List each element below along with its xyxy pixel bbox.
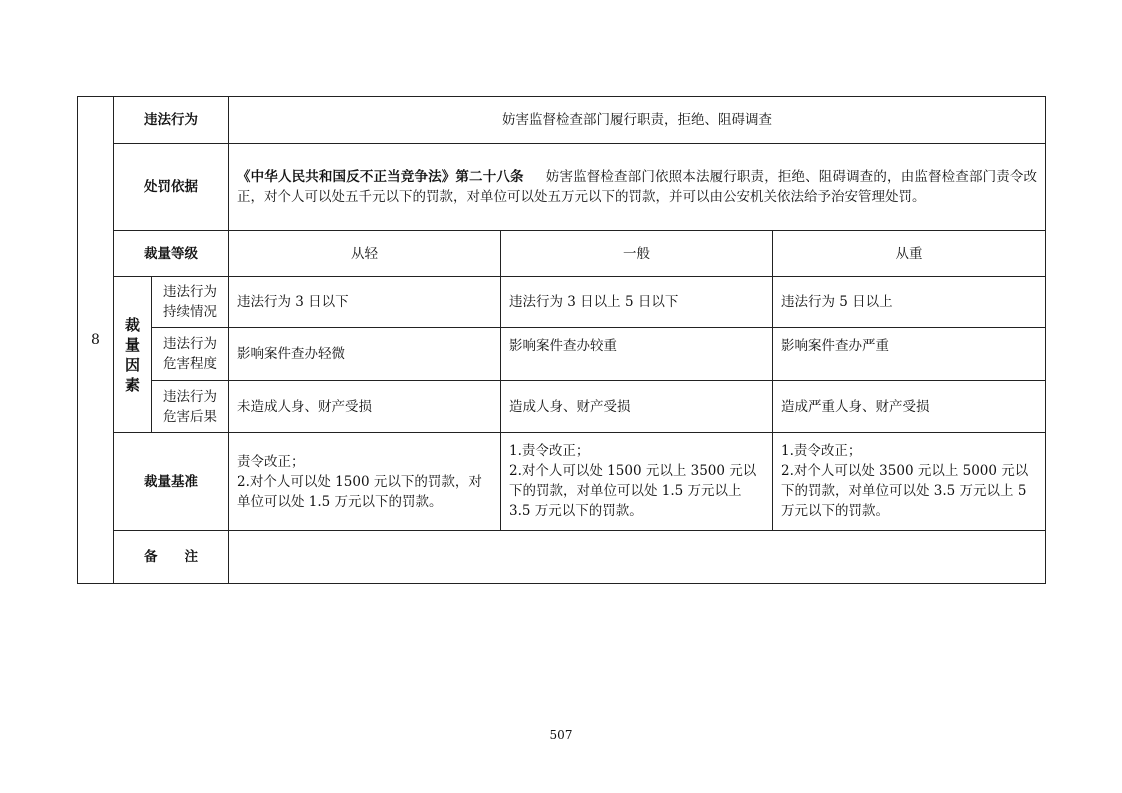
standard-label: 裁量基准 [114,433,229,531]
factor-name [152,277,229,328]
factor-name-line: 危害程度 [163,356,217,372]
basis-cell [229,144,1046,231]
factor-light: 违法行为 3 日以下 [229,277,501,328]
factors-group-char: 量 [124,335,140,354]
basis-text: 妨害监督检查部门依照本法履行职责，拒绝、阻碍调查的，由监督检查部门责令改正，对个人可以处五千元以下的罚款，对单位可以处五万元以下的罚款，并可以由公安机关依法给予治安管理处罚。 [237,169,1038,205]
level-heavy: 从重 [773,231,1046,277]
factor-heavy: 违法行为 5 日以上 [773,277,1046,328]
factor-row [78,277,1046,328]
level-normal: 一般 [501,231,773,277]
factors-group-char: 因 [124,355,140,374]
factor-light: 未造成人身、财产受损 [229,381,501,433]
violation-row [78,97,1046,144]
standard-heavy: 1.责令改正； 2.对个人可以处 3500 元以上 5000 元以下的罚款，对单位可以处 3.5 万元以上 5 万元以下的罚款。 [773,433,1046,531]
factor-heavy: 影响案件查办严重 [773,328,1046,381]
factor-name [152,381,229,433]
standard-normal: 1.责令改正； 2.对个人可以处 1500 元以上 3500 元以下的罚款，对单位可以处 1.5 万元以上 3.5 万元以下的罚款。 [501,433,773,531]
levels-row [78,231,1046,277]
factor-name [152,328,229,381]
factors-group-char: 裁 [124,315,140,334]
standard-row [78,433,1046,531]
row-number: 8 [78,97,114,584]
standard-light: 责令改正； 2.对个人可以处 1500 元以下的罚款，对单位可以处 1.5 万元以下的罚款。 [229,433,501,531]
remarks-row [78,531,1046,584]
remarks-value [229,531,1046,584]
basis-row [78,144,1046,231]
factor-light: 影响案件查办轻微 [229,328,501,381]
factor-name-line: 危害后果 [163,408,217,425]
factors-group-char: 素 [124,375,140,394]
remarks-label: 备 注 [114,531,229,584]
violation-label: 违法行为 [114,97,229,144]
factor-row [78,381,1046,433]
factor-name-line: 违法行为 [163,336,217,352]
factor-normal: 造成人身、财产受损 [501,381,773,433]
basis-label: 处罚依据 [114,144,229,231]
levels-label: 裁量等级 [114,231,229,277]
factor-name-line: 违法行为 [163,284,217,300]
factors-group-label [114,277,152,433]
penalty-discretion-table [77,96,1046,584]
page-number: 507 [549,728,573,742]
level-light: 从轻 [229,231,501,277]
factor-normal: 影响案件查办较重 [501,328,773,381]
factor-heavy: 造成严重人身、财产受损 [773,381,1046,433]
violation-value: 妨害监督检查部门履行职责，拒绝、阻碍调查 [229,97,1046,144]
factor-normal: 违法行为 3 日以上 5 日以下 [501,277,773,328]
factor-name-line: 违法行为 [163,388,217,405]
factor-name-line: 持续情况 [163,304,217,320]
basis-law: 《中华人民共和国反不正当竞争法》第二十八条 [237,169,524,185]
factor-row [78,328,1046,381]
